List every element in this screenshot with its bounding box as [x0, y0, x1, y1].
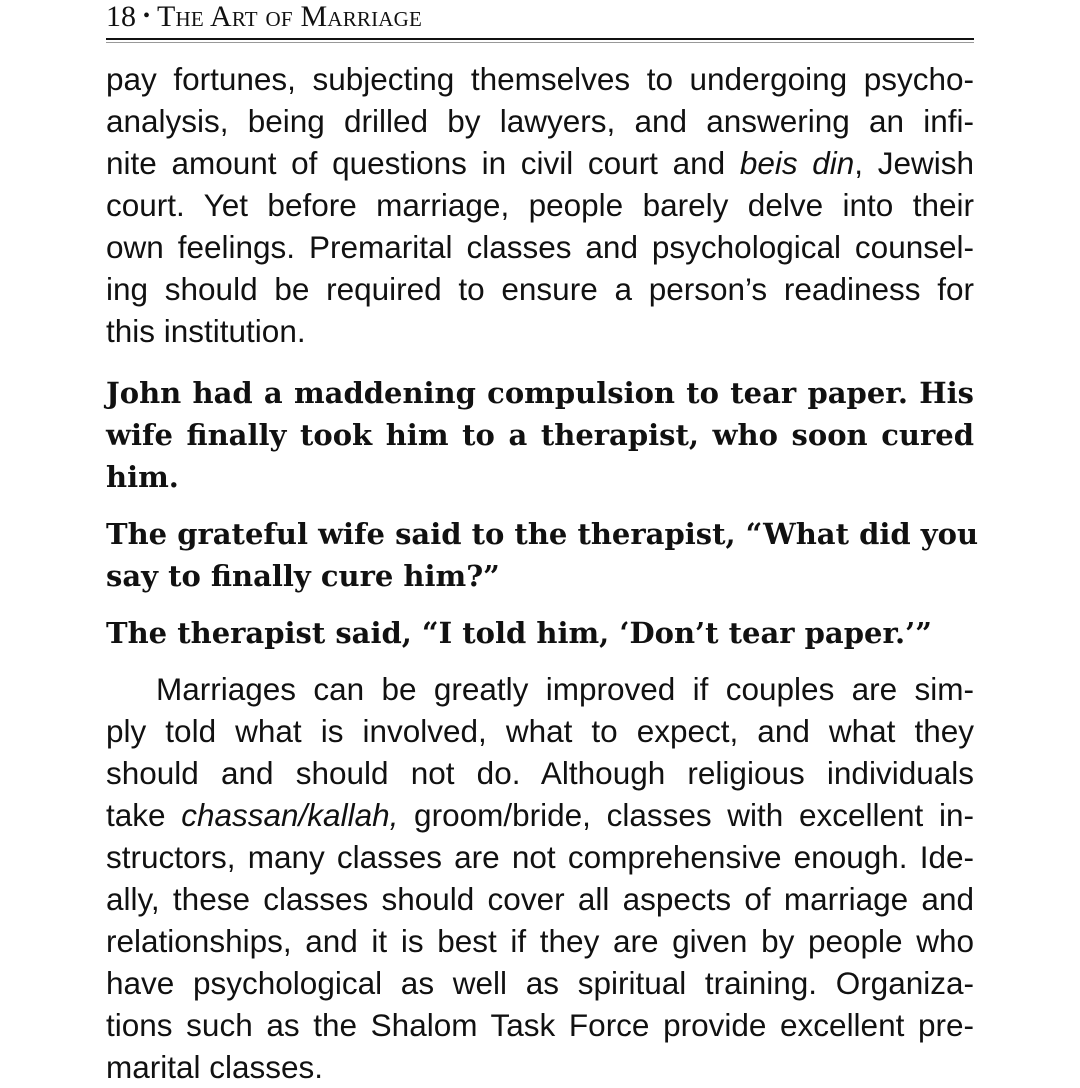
text-line: should and should not do. Although religious individuals	[106, 755, 974, 791]
header-rule	[106, 38, 974, 40]
paragraph-2	[106, 668, 974, 1088]
joke-paragraph-1	[106, 372, 974, 498]
text-run: take	[106, 797, 182, 833]
text-line: Marriages can be greatly improved if couples are sim-	[156, 671, 974, 707]
joke-punchline	[106, 612, 974, 654]
joke-line: wife finally took him to a therapist, who soon cured	[106, 418, 974, 452]
joke-line: John had a maddening compulsion to tear paper. His	[106, 376, 974, 410]
text-run: nite amount of questions in civil court and	[106, 145, 740, 181]
text-line: ing should be required to ensure a person’s readiness for	[106, 271, 974, 307]
text-line: have psychological as well as spiritual training. Organiza-	[106, 965, 974, 1001]
bullet-separator: •	[143, 5, 151, 27]
text-line: structors, many classes are not comprehensive enough. Ide-	[106, 839, 974, 875]
joke-line: say to finally cure him?”	[106, 559, 500, 593]
running-head	[106, 0, 974, 40]
text-line: tions such as the Shalom Task Force provide excellent pre-	[106, 1007, 974, 1043]
book-title: The Art of Marriage	[157, 0, 423, 33]
paragraph-1	[106, 58, 974, 352]
text-line: ply told what is involved, what to expect, and what they	[106, 713, 974, 749]
header-rule-thin	[106, 42, 974, 43]
text-line: marital classes.	[106, 1049, 324, 1085]
text-line: court. Yet before marriage, people barely delve into their	[106, 187, 974, 223]
joke-line: The grateful wife said to the therapist, “What did you	[106, 517, 979, 551]
text-line: this institution.	[106, 313, 306, 349]
joke-line: The therapist said, “I told him, ‘Don’t tear paper.’”	[106, 616, 932, 650]
text-run: groom/bride, classes with excellent in-	[398, 797, 974, 833]
joke-paragraph-2	[106, 513, 979, 597]
text-line: relationships, and it is best if they are given by people who	[106, 923, 974, 959]
text-line: own feelings. Premarital classes and psychological counsel-	[106, 229, 974, 265]
text-run: , Jewish	[854, 145, 974, 181]
text-line: pay fortunes, subjecting themselves to undergoing psycho-	[106, 61, 974, 97]
text-line-with-italic	[106, 142, 974, 184]
italic-term-chassan-kallah: chassan/kallah,	[181, 797, 399, 833]
book-page	[106, 0, 979, 1085]
page-number: 18	[106, 0, 136, 33]
joke-line: him.	[106, 460, 179, 494]
italic-term-beis-din: beis din	[739, 145, 855, 181]
text-line: analysis, being drilled by lawyers, and answering an infi-	[106, 103, 974, 139]
text-line: ally, these classes should cover all aspects of marriage and	[106, 881, 974, 917]
text-line-with-italic	[106, 794, 974, 836]
